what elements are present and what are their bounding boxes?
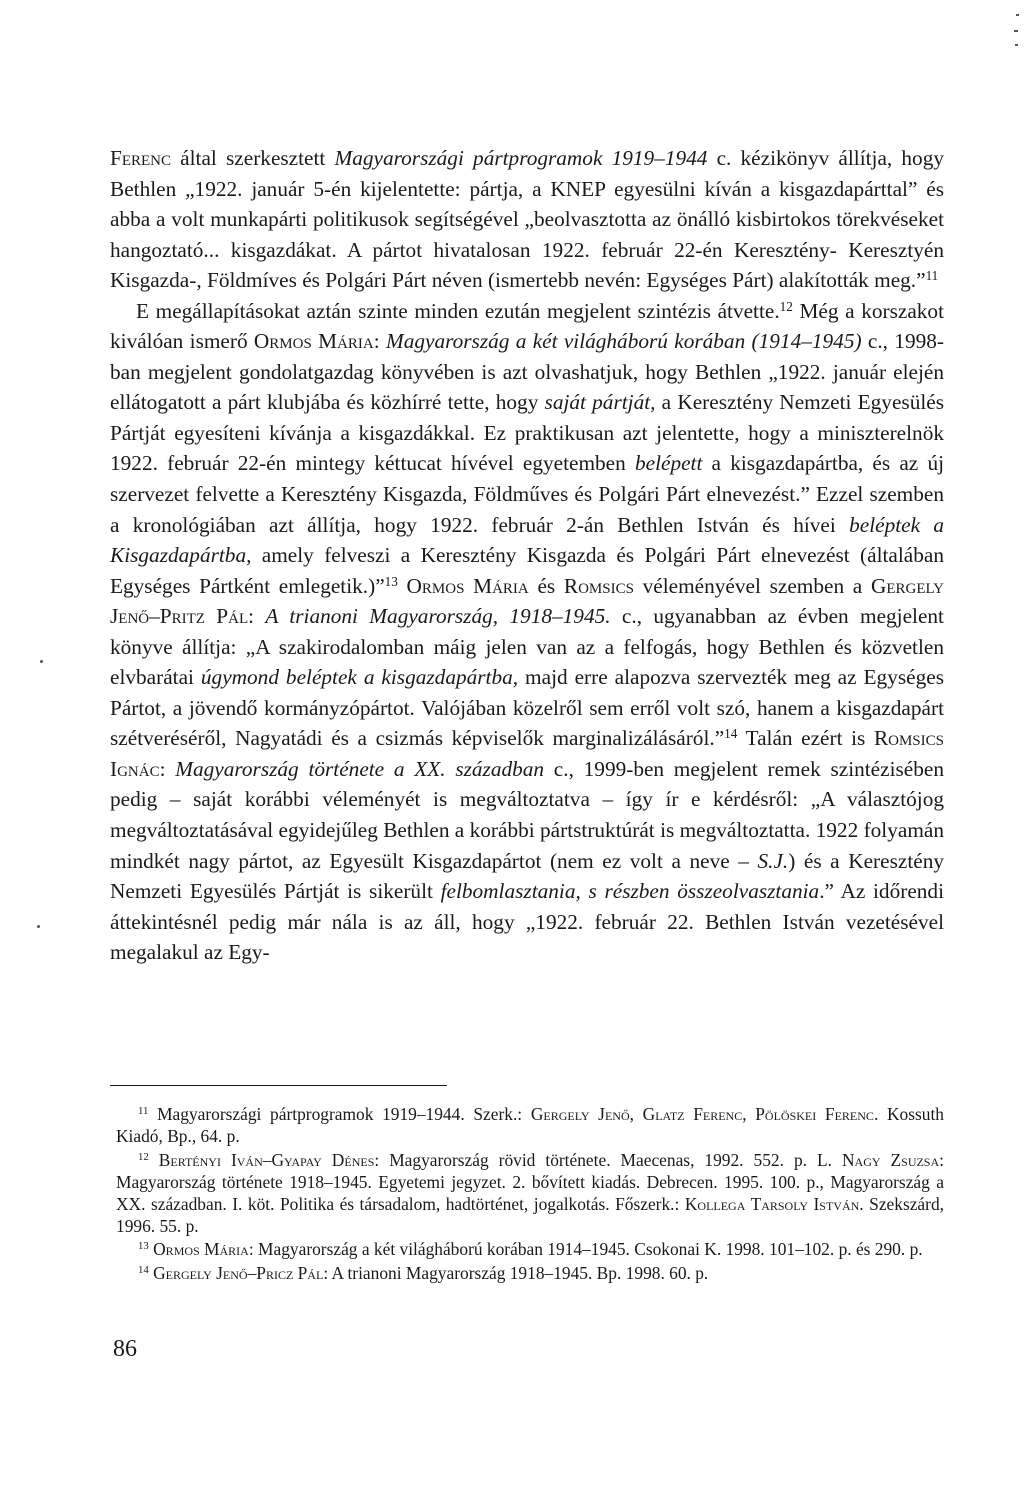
footnote-12 xyxy=(116,1150,944,1238)
text-run: a Keresztény Nemzeti Egyesülés Pártját egyesíteni kívánja a kisgazdákkal. Ez praktikusan azt jelentette, hogy a miniszterelnök 1922. február 22-én mintegy kéttucat hívével egyetemben xyxy=(110,390,944,476)
footnote-number: 11 xyxy=(138,1105,149,1118)
emphasis: felbomlasztania, s részben összeolvasztania xyxy=(440,879,820,904)
text-run: c., 1999-ben megjelent remek szintézisében pedig – saját korábbi véleményét is megváltoztatva – így ír e kérdésről: „A választójog megváltoztatásával egyidejűleg Bethlen a korábbi pártstruktúrát is megváltoztatta. 1922 folyamán mindkét nagy pártot, az Egyesült Kisgazdapártot (nem ez volt a neve – xyxy=(110,756,944,873)
footnote-separator xyxy=(110,1085,447,1086)
text-run: : xyxy=(159,756,176,781)
text-run: ) és a Keresztény Nemzeti Egyesülés Pártját is sikerült xyxy=(110,848,944,904)
text-run: : Magyarország rövid története. Maecenas, 1992. 552. p. xyxy=(374,1149,817,1170)
author-name: Romsics xyxy=(563,573,634,598)
text-run: és xyxy=(528,573,564,598)
author-initials: S.J. xyxy=(757,848,789,873)
author-name: Gergely Jenő–Pricz Pál xyxy=(153,1263,324,1284)
emphasis: úgymond beléptek a kisgazdapártba, xyxy=(200,665,519,690)
footnote-number: 14 xyxy=(138,1264,149,1277)
text-run: c., 1998-ban megjelent gondolatgazdag könyvében is azt olvashatjuk, hogy Bethlen „1922. január elején ellátogatott a párt klubjába és közhírré tette, hogy xyxy=(110,329,944,415)
text-run xyxy=(398,574,407,598)
page-body xyxy=(110,143,944,968)
text-run: majd erre alapozva szervezték meg az Egységes Pártot, a jövendő kormányzópártot. Valójában közelről sem erről volt szó, hanem a kisgazdapárt szétveréséről, Nagyatádi és a csizmás képviselők marginalizálásáról.” xyxy=(110,665,944,751)
footnote-number: 13 xyxy=(138,1240,149,1253)
text-run: által szerkesztett xyxy=(171,146,335,170)
emphasis: beléptek a Kisgazdapártba, xyxy=(110,512,944,568)
footnote-ref-11[interactable]: 11 xyxy=(925,267,939,283)
book-title: Magyarország története a XX. században xyxy=(175,756,545,781)
emphasis: saját pártját, xyxy=(544,390,656,415)
footnote-number: 12 xyxy=(138,1150,149,1163)
scan-mark xyxy=(40,660,43,663)
text-run: : xyxy=(373,329,386,354)
author-name: Ferenc xyxy=(110,146,172,170)
text-run: . Kossuth Kiadó, Bp., 64. p. xyxy=(116,1104,944,1146)
main-text xyxy=(110,143,944,968)
text-run: . Szekszárd, 1996. 55. p. xyxy=(116,1193,944,1236)
paragraph-1 xyxy=(110,143,944,296)
footnote-14 xyxy=(116,1263,944,1285)
footnote-11 xyxy=(116,1104,944,1148)
text-run: c. kézikönyv állítja, hogy Bethlen „1922. január 5-én kijelentette: pártja, a KNEP egyesülni kíván a kisgazdapárttal” és abba a volt munkapárti politikusok segítségével „beolvasztotta az önálló kisbirtokos törekvéseket hangoztató... kisgazdákat. A pártot hivatalosan 1922. február 22-én Keresztény- Keresztyén Kisgazda-, Földmíves és Polgári Párt néven (ismertebb nevén: Egységes Párt) alakították meg.” xyxy=(110,146,944,293)
text-run: c., ugyanabban az évben megjelent könyve állítja: „A szakirodalomban máig jelen van az a felfogás, hogy Bethlen és közvetlen elvbarátai xyxy=(110,604,944,690)
author-name: Gergely Jenő–Pritz Pál xyxy=(110,573,945,629)
footnotes xyxy=(116,1104,944,1287)
book-title: A trianoni Magyarország, 1918–1945. xyxy=(265,604,611,629)
author-name: Ormos Mária xyxy=(153,1239,249,1260)
author-name: Ormos Mária xyxy=(406,573,529,598)
book-title: Magyarországi pártprogramok 1919–1944 xyxy=(334,146,708,170)
author-name: Ormos Mária xyxy=(253,329,374,354)
text-run: véleményével szemben a xyxy=(633,573,871,598)
scan-mark xyxy=(1016,14,1019,16)
scan-mark xyxy=(37,925,40,928)
text-run: Magyarországi pártprogramok 1919–1944. Szerk.: xyxy=(157,1104,531,1124)
text-run: .” Az időrendi áttekintésnél pedig már nála is az áll, hogy „1922. február 22. Bethlen István vezetésével megalakul az Egy- xyxy=(110,879,944,965)
footnote-ref-13[interactable]: 13 xyxy=(384,573,398,589)
author-name: Romsics Ignác xyxy=(110,726,944,781)
emphasis: belépett xyxy=(634,451,703,476)
text-run: : xyxy=(248,604,266,629)
scan-mark xyxy=(1014,30,1018,32)
author-name: Bertényi Iván–Gyapay Dénes xyxy=(158,1149,375,1170)
paragraph-2 xyxy=(110,296,944,968)
text-run: Még a korszakot kiválóan ismerő xyxy=(110,298,944,354)
text-run: : A trianoni Magyarország 1918–1945. Bp. 1998. 60. p. xyxy=(323,1263,709,1284)
author-name: Kollega Tarsoly István xyxy=(684,1193,860,1214)
text-run: : Magyarország a két világháború korában 1914–1945. Csokonai K. 1998. 101–102. p. és 290. p. xyxy=(248,1239,923,1260)
author-name: Gergely Jenő, Glatz Ferenc, Pölöskei Ferenc xyxy=(530,1104,874,1124)
text-run: Talán ezért is xyxy=(737,726,874,751)
text-run: amely felveszi a Keresztény Kisgazda és Polgári Párt elnevezést (általában Egységes Pártként emlegetik.)” xyxy=(110,543,944,598)
text-run: E megállapításokat aztán szinte minden ezután megjelent szintézis átvette. xyxy=(136,298,780,323)
text-run: a kisgazdapártba, és az új szervezet felvette a Keresztény Kisgazda, Földműves és Polgári Párt elnevezést.” Ezzel szemben a kronológiában azt állítja, hogy 1922. február 2-án Bethlen István és hívei xyxy=(110,451,945,537)
author-name: L. Nagy Zsuzsa xyxy=(817,1149,940,1170)
footnote-13 xyxy=(116,1239,944,1261)
text-run: : Magyarország története 1918–1945. Egyetemi jegyzet. 2. bővített kiadás. Debrecen. 1995. 100. p., Magyarország a XX. században. I. köt. Politika és társadalom, hadtörténet, jogalkotás. Főszerk.: xyxy=(116,1149,944,1214)
scan-mark xyxy=(1015,44,1018,46)
page-number: 86 xyxy=(113,1336,137,1362)
footnote-ref-12[interactable]: 12 xyxy=(779,298,793,314)
book-title: Magyarország a két világháború korában (1914–1945) xyxy=(385,329,862,354)
footnote-ref-14[interactable]: 14 xyxy=(724,726,738,742)
